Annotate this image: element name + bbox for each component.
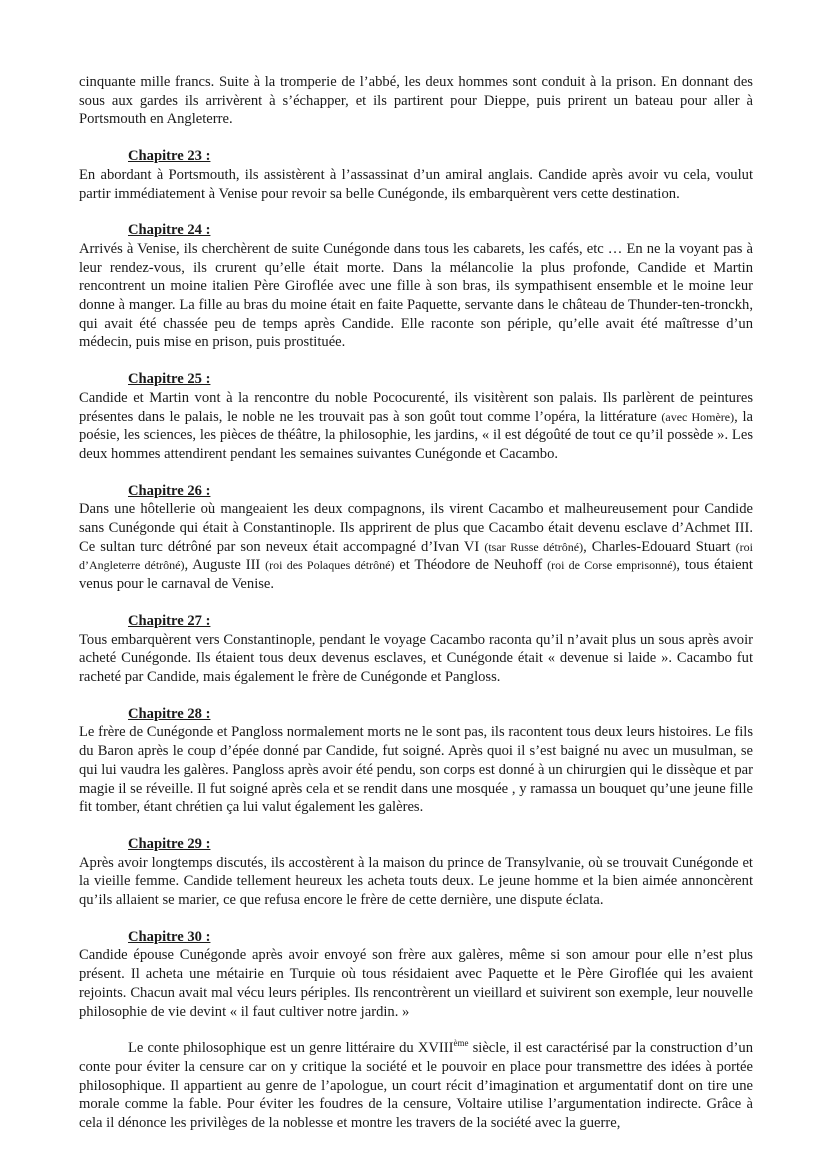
chapter-24-text: Arrivés à Venise, ils cherchèrent de suite Cunégonde dans tous les cabarets, les cafés, etc … En ne la voyant pas à leur rendez-vous, ils crurent qu’elle était morte. Dans la mélancolie la plus profonde, Candide et Martin rencontrent un moine italien Père Giroflée avec une fille à son bras, ils sympathisent ensemble et le moine leur donne à manger. La fille au bras du moine était en faite Paquette, servante dans le château de Thunder-ten-tronckh, qui avait été chassée peu de temps après Candide. Elle raconte son périple, qu’elle avait été maîtresse d’un médecin, puis mise en prison, puis prostituée. [79, 240, 753, 351]
conclusion-text-a: Le conte philosophique est un genre littéraire du XVIII [128, 1040, 454, 1057]
chapter-25-text [79, 389, 753, 464]
chapter-25-text-b: , la poésie, les sciences, les pièces de théâtre, la philosophie, les jardins, « il est dégoûté de tout ce qu’il possède ». Les deux hommes attendirent pendant les semaines suivantes Cunégonde et Cacambo. [79, 408, 753, 462]
opening-paragraph: cinquante mille francs. Suite à la tromperie de l’abbé, les deux hommes sont conduit à la prison. En donnant des sous aux gardes ils arrivèrent à s’échapper, et ils partirent pour Dieppe, puis prirent un bateau pour aller à Portsmouth en Angleterre. [79, 74, 753, 128]
chapter-25-text-a: Candide et Martin vont à la rencontre du noble Pococurenté, ils visitèrent son palais. Ils parlèrent de peintures présentes dans le palais, le noble ne les trouvait pas à son goût tout comme l’opéra, la littérature [79, 389, 753, 425]
chapter-28-text: Le frère de Cunégonde et Pangloss normalement morts ne le sont pas, ils racontent tous deux leurs histoires. Le fils du Baron après le coup d’épée donné par Candide, fut soigné. Après quoi il s’est baigné nu avec un musulman, se qui lui vaudra les galères. Pangloss après avoir été pendu, son corps est donné à un chirurgien qui le dissèque et par magie il se réveille. Il fut soigné après cela et se rendit dans une mosquée , y ramassa un bouquet qu’une jeune fille fit tomber, étant chrétien ça lui valut également les galères. [79, 724, 753, 816]
chapter-26-heading: Chapitre 26 : [128, 482, 211, 499]
chapter-26-note-auguste: (roi des Polaques détrôné) [265, 558, 395, 573]
chapter-24-heading: Chapitre 24 : [128, 222, 211, 239]
chapter-26-note-stuart: (roi d’Angleterre détrôné) [79, 539, 753, 573]
chapter-30-text: Candide épouse Cunégonde après avoir envoyé son frère aux galères, même si son amour pour elle n’est plus présent. Il acheta une métairie en Turquie où tous résidaient avec Paquette et le Père Giroflée qui les avaient rejoints. Chacun avait mal vécu leurs périples. Ils rencontrèrent un vieillard et suivirent son exemple, leur nouvelle philosophie de vie devint « il faut cultiver notre jardin. » [79, 947, 753, 1020]
chapter-25-heading: Chapitre 25 : [128, 371, 211, 388]
chapter-26-text-d: et Théodore de Neuhoff [394, 557, 548, 574]
document-page [79, 73, 753, 1133]
chapter-28-heading: Chapitre 28 : [128, 705, 211, 722]
conclusion-text-b: siècle, il est caractérisé par la construction d’un conte pour éviter la censure car on y critique la société et le pouvoir en place pour transmettre des idées à portée philosophique. Il appartient au genre de l’apologue, un court récit d’imagination et argumentatif dont on tire une morale comme la fable. Pour éviter les foudres de la censure, Voltaire utilise l’argumentation indirecte. Grâce à cela il dénonce les privilèges de la noblesse et montre les travers de la société avec la guerre, [79, 1040, 753, 1132]
chapter-26-text-e: , tous étaient venus pour le carnaval de Venise. [79, 557, 753, 593]
chapter-30-heading: Chapitre 30 : [128, 928, 211, 945]
chapter-27-heading: Chapitre 27 : [128, 612, 211, 629]
chapter-27-text: Tous embarquèrent vers Constantinople, pendant le voyage Cacambo raconta qu’il n’avait plus un sous après avoir acheté Cunégonde. Ils étaient tous deux devenus esclaves, et Cunégonde était « devenue si laide ». Cacambo fut racheté par Candide, mais également le frère de Cunégonde et Pangloss. [79, 631, 753, 685]
chapter-26-note-ivan: (tsar Russe détrôné) [484, 539, 584, 554]
chapter-26-text [79, 500, 753, 594]
conclusion-paragraph [79, 1039, 753, 1133]
chapter-29-heading: Chapitre 29 : [128, 835, 211, 852]
chapter-26-text-c: , Auguste III [184, 557, 266, 574]
chapter-25-note-homere: (avec Homère) [661, 409, 735, 424]
chapter-23-heading: Chapitre 23 : [128, 148, 211, 165]
chapter-29-text: Après avoir longtemps discutés, ils accostèrent à la maison du prince de Transylvanie, où se trouvait Cunégonde et la vieille femme. Candide tellement heureux les acheta touts deux. Le jeune homme et la bien aimée annoncèrent qu’ils allaient se marier, ce que refusa encore le frère de cette dernière, une dispute éclata. [79, 854, 753, 909]
chapter-26-note-theodore: (roi de Corse emprisonné) [547, 558, 677, 573]
chapter-26-text-a: Dans une hôtellerie où mangeaient les deux compagnons, ils virent Cacambo et malheureusement pour Candide sans Cunégonde qui était à Constantinople. Ils apprirent de plus que Cacambo était devenu esclave d’Achmet III. Ce sultan turc détrôné par son neveux était accompagné d’Ivan VI [79, 501, 753, 555]
chapter-26-text-b: , Charles-Edouard Stuart [583, 538, 736, 555]
chapter-23-text: En abordant à Portsmouth, ils assistèrent à l’assassinat d’un amiral anglais. Candide après avoir vu cela, voulut partir immédiatement à Venise pour revoir sa belle Cunégonde, ils embarquèrent vers cette destination. [79, 166, 753, 202]
conclusion-superscript: ème [453, 1038, 469, 1049]
